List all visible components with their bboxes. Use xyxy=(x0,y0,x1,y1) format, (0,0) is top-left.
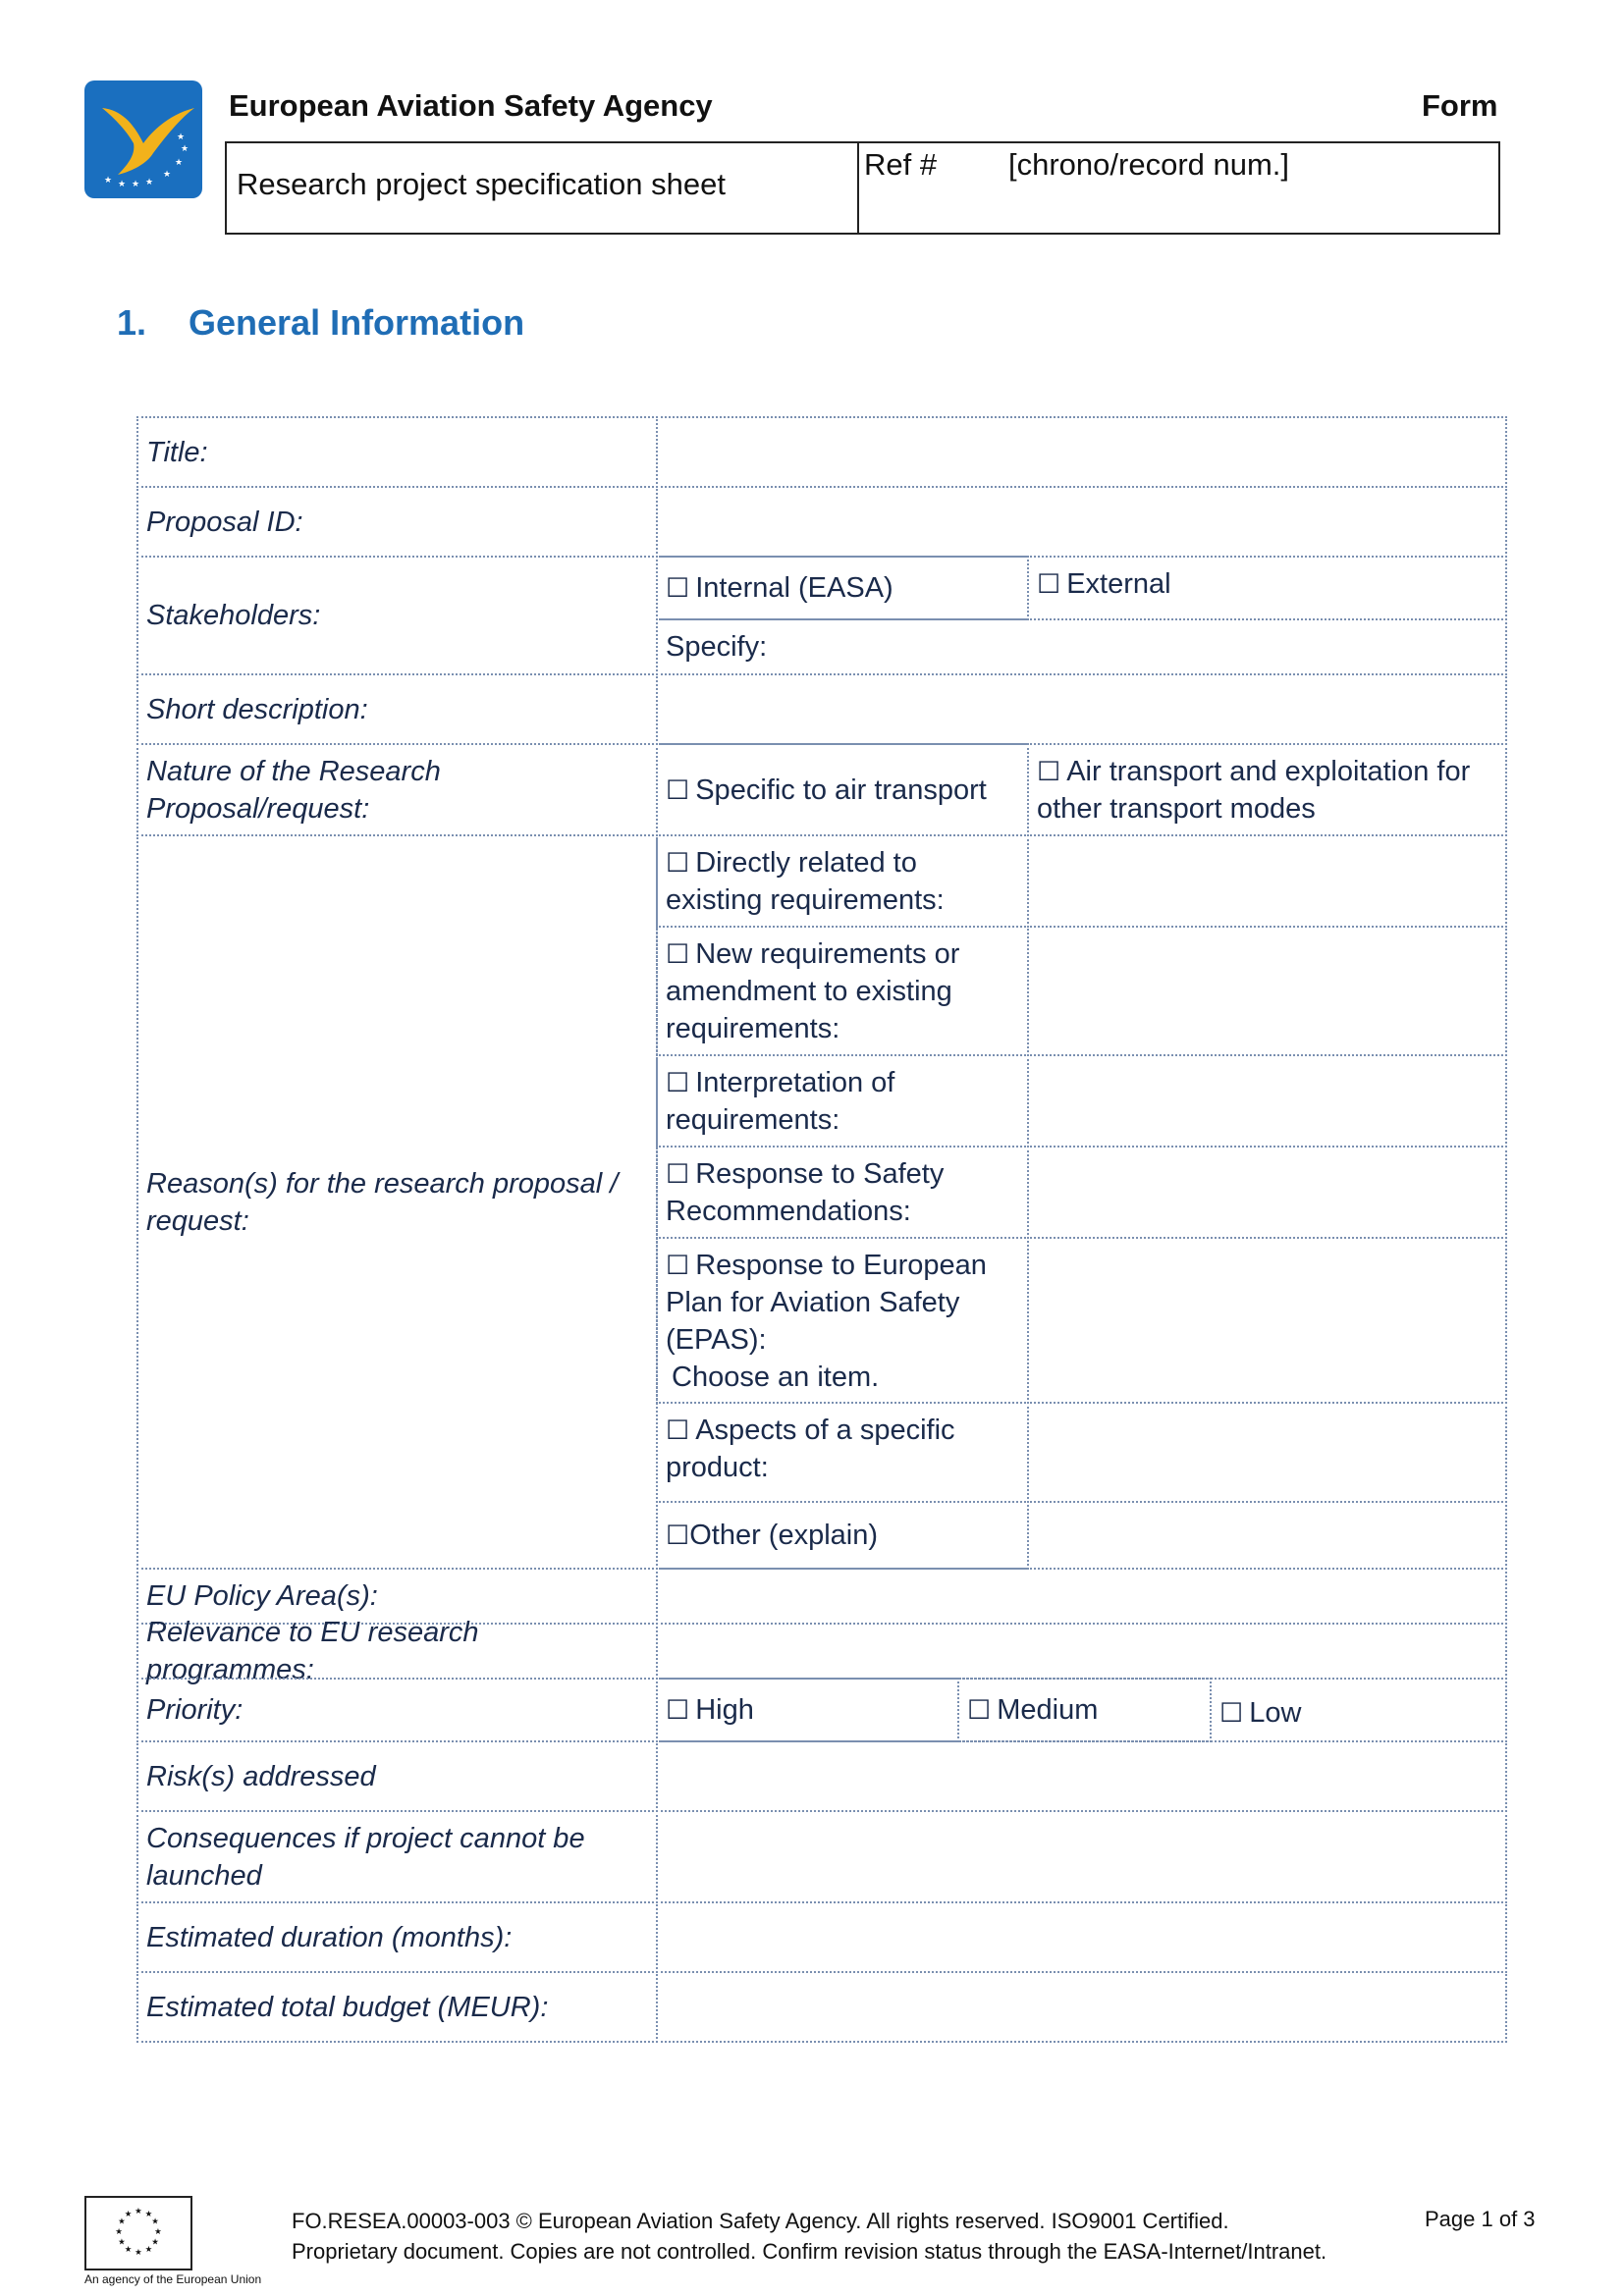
duration-label: Estimated duration (months): xyxy=(136,1901,658,1973)
svg-text:★: ★ xyxy=(177,133,186,142)
checkbox-icon[interactable]: ☐ xyxy=(666,1415,690,1445)
title-label: Title: xyxy=(136,416,658,488)
priority-medium-option[interactable]: ☐ Medium xyxy=(957,1678,1212,1742)
svg-text:★: ★ xyxy=(144,2244,153,2255)
duration-field[interactable] xyxy=(656,1901,1507,1973)
svg-text:★: ★ xyxy=(124,2244,133,2255)
stakeholders-label: Stakeholders: xyxy=(136,556,658,675)
svg-text:★: ★ xyxy=(181,144,189,154)
checkbox-icon[interactable]: ☐ xyxy=(666,1521,690,1550)
stakeholder-internal-option[interactable]: ☐ Internal (EASA) xyxy=(656,556,1029,620)
relevance-label: Relevance to EU research programmes: xyxy=(136,1623,658,1680)
eu-flag-logo xyxy=(84,2196,192,2270)
reason-detail-field[interactable] xyxy=(1027,1237,1507,1404)
budget-label: Estimated total budget (MEUR): xyxy=(136,1971,658,2043)
svg-text:★: ★ xyxy=(104,176,113,186)
svg-text:★: ★ xyxy=(135,2247,142,2258)
specify-field[interactable]: Specify: xyxy=(656,618,1507,675)
reason-detail-field[interactable] xyxy=(1027,1501,1507,1570)
easa-logo xyxy=(84,80,202,198)
checkbox-icon[interactable]: ☐ xyxy=(666,573,690,603)
risks-field[interactable] xyxy=(656,1740,1507,1812)
nature-specific-air-option[interactable]: ☐ Specific to air transport xyxy=(656,743,1029,836)
epas-dropdown[interactable]: Choose an item. xyxy=(672,1362,880,1393)
checkbox-icon[interactable]: ☐ xyxy=(666,1695,690,1725)
priority-label: Priority: xyxy=(136,1678,658,1742)
section-title: General Information xyxy=(189,302,525,343)
checkbox-icon[interactable]: ☐ xyxy=(666,1159,690,1189)
consequences-label: Consequences if project cannot be launched xyxy=(136,1810,658,1903)
svg-text:★: ★ xyxy=(132,180,140,189)
reason-detail-field[interactable] xyxy=(1027,1402,1507,1503)
consequences-field[interactable] xyxy=(656,1810,1507,1903)
reasons-label: Reason(s) for the research proposal / request: xyxy=(136,834,658,1570)
relevance-field[interactable] xyxy=(656,1623,1507,1680)
nature-air-other-option[interactable]: ☐ Air transport and exploitation for other transport modes xyxy=(1027,743,1507,836)
reason-option[interactable]: ☐ Aspects of a specific product: xyxy=(656,1402,1029,1503)
reason-detail-field[interactable] xyxy=(1027,926,1507,1056)
reason-option[interactable]: ☐ Other (explain) xyxy=(656,1501,1029,1570)
reason-option[interactable]: ☐ Response to Safety Recommendations: xyxy=(656,1146,1029,1239)
stakeholder-external-option[interactable]: ☐ External xyxy=(1027,556,1507,620)
eu-policy-label: EU Policy Area(s): xyxy=(136,1568,658,1625)
header-divider xyxy=(857,141,859,235)
risks-label: Risk(s) addressed xyxy=(136,1740,658,1812)
nature-label: Nature of the Research Proposal/request: xyxy=(136,743,658,836)
eu-caption: An agency of the European Union xyxy=(84,2272,262,2286)
reason-detail-field[interactable] xyxy=(1027,1146,1507,1239)
reason-detail-field[interactable] xyxy=(1027,1054,1507,1148)
short-description-label: Short description: xyxy=(136,673,658,745)
reason-option[interactable]: ☐ Response to European Plan for Aviation Safety (EPAS): Choose an item. xyxy=(656,1237,1029,1404)
checkbox-icon[interactable]: ☐ xyxy=(666,848,690,878)
svg-text:★: ★ xyxy=(145,178,154,187)
sheet-title: Research project specification sheet xyxy=(237,167,726,201)
eu-policy-field[interactable] xyxy=(656,1568,1507,1625)
checkbox-icon[interactable]: ☐ xyxy=(666,1251,690,1280)
info-table xyxy=(136,416,1507,2051)
ref-label: Ref # xyxy=(864,147,938,182)
ref-value[interactable]: [chrono/record num.] xyxy=(1008,147,1290,182)
priority-low-option[interactable]: ☐ Low xyxy=(1210,1678,1507,1742)
checkbox-icon[interactable]: ☐ xyxy=(1037,569,1061,599)
svg-text:★: ★ xyxy=(163,170,172,180)
svg-text:★: ★ xyxy=(154,2226,162,2237)
footer-line-1: FO.RESEA.00003-003 © European Aviation Safety Agency. All rights reserved. ISO9001 Certified. xyxy=(292,2209,1229,2233)
svg-text:★: ★ xyxy=(115,2226,123,2237)
checkbox-icon[interactable]: ☐ xyxy=(1219,1698,1244,1728)
reason-option[interactable]: ☐ Directly related to existing requirements: xyxy=(656,834,1029,928)
checkbox-icon[interactable]: ☐ xyxy=(666,939,690,969)
checkbox-icon[interactable]: ☐ xyxy=(666,774,690,805)
proposal-id-label: Proposal ID: xyxy=(136,486,658,558)
svg-text:★: ★ xyxy=(124,2209,133,2219)
page-number: Page 1 of 3 xyxy=(1425,2207,1536,2231)
reason-option[interactable]: ☐ Interpretation of requirements: xyxy=(656,1054,1029,1148)
footer-line-2: Proprietary document. Copies are not controlled. Confirm revision status through the EASA-Internet/Intranet. xyxy=(292,2239,1327,2264)
priority-high-option[interactable]: ☐ High xyxy=(656,1678,959,1742)
proposal-id-field[interactable] xyxy=(656,486,1507,558)
svg-text:★: ★ xyxy=(151,2216,159,2227)
svg-text:★: ★ xyxy=(135,2207,142,2217)
title-field[interactable] xyxy=(656,416,1507,488)
section-number: 1. xyxy=(117,302,147,343)
svg-text:★: ★ xyxy=(144,2209,153,2219)
budget-field[interactable] xyxy=(656,1971,1507,2043)
svg-text:★: ★ xyxy=(175,158,184,168)
svg-text:★: ★ xyxy=(151,2237,159,2248)
checkbox-icon[interactable]: ☐ xyxy=(666,1068,690,1097)
svg-text:★: ★ xyxy=(118,180,127,189)
reason-detail-field[interactable] xyxy=(1027,834,1507,928)
svg-text:★: ★ xyxy=(118,2216,126,2227)
svg-text:★: ★ xyxy=(118,2237,126,2248)
reason-option[interactable]: ☐ New requirements or amendment to existing requirements: xyxy=(656,926,1029,1056)
form-label: Form xyxy=(1422,88,1498,123)
short-description-field[interactable] xyxy=(656,673,1507,745)
checkbox-icon[interactable]: ☐ xyxy=(1037,756,1061,786)
agency-name: European Aviation Safety Agency xyxy=(229,88,713,123)
checkbox-icon[interactable]: ☐ xyxy=(967,1695,992,1725)
